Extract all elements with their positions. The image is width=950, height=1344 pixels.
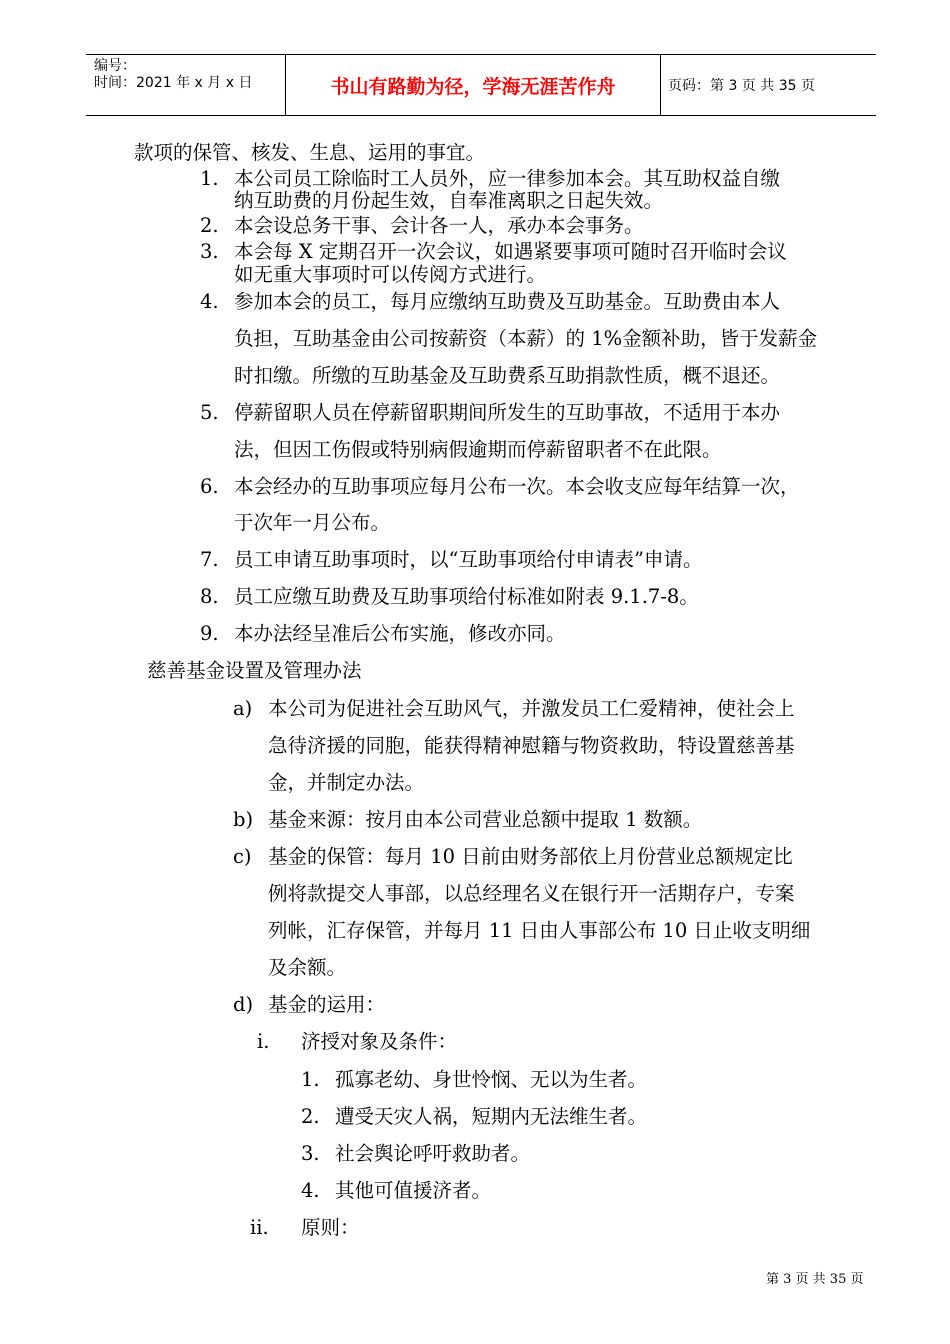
item-line: 本会设总务干事、会计各一人，承办本会事务。 [234,214,644,237]
intro-line: 款项的保管、核发、生息、运用的事宜。 [134,141,486,164]
roman-numeral: i. [257,1030,270,1053]
item-line: 参加本会的员工，每月应缴纳互助费及互助基金。互助费由本人 [234,290,781,313]
section-title: 慈善基金设置及管理办法 [147,659,362,682]
sub-item-line: 急待济援的同胞，能获得精神慰籍与物资救助，特设置慈善基 [268,734,795,757]
condition-number: 2. [301,1105,320,1128]
item-line: 法，但因工伤假或特别病假逾期而停薪留职者不在此限。 [234,438,722,461]
header-divider [660,55,661,115]
document-time-label: 时间：2021 年 x 月 x 日 [94,75,253,91]
sub-item-line: 及余额。 [268,956,347,979]
item-line: 纳互助费的月份起生效，自奉准离职之日起失效。 [234,189,664,212]
condition-number: 1. [301,1068,320,1091]
header-page-label: 页码：第 3 页 共 35 页 [668,78,815,94]
item-number: 4. [200,290,219,313]
header-divider [285,55,286,115]
roman-item-text: 原则： [301,1216,360,1239]
header-meta [94,58,252,92]
condition-text: 其他可值援济者。 [335,1179,492,1202]
condition-text: 遭受天灾人祸，短期内无法维生者。 [335,1105,648,1128]
sub-item-line: 本公司为促进社会互助风气，并激发员工仁爱精神，使社会上 [268,697,795,720]
document-number-label: 编号： [94,58,136,74]
item-number: 7. [200,548,219,571]
page-header [86,54,876,116]
item-number: 9. [200,622,219,645]
roman-item-text: 济授对象及条件： [301,1030,458,1053]
item-line: 员工应缴互助费及互助事项给付标准如附表 9.1.7-8。 [234,585,699,608]
item-line: 于次年一月公布。 [234,511,391,534]
item-number: 1. [200,167,219,190]
sub-item-line: 列帐，汇存保管，并每月 11 日由人事部公布 10 日止收支明细 [268,919,811,942]
item-line: 停薪留职人员在停薪留职期间所发生的互助事故，不适用于本办 [234,401,781,424]
sub-item-letter: c) [233,845,252,868]
sub-item-letter: d) [233,993,254,1016]
sub-item-line: 基金的运用： [268,993,386,1016]
item-line: 如无重大事项时可以传阅方式进行。 [234,263,547,286]
condition-text: 孤寡老幼、身世怜悯、无以为生者。 [335,1068,648,1091]
condition-number: 3. [301,1142,320,1165]
roman-numeral: ii. [250,1216,269,1239]
header-motto: 书山有路勤为径，学海无涯苦作舟 [330,75,616,98]
sub-item-line: 基金来源：按月由本公司营业总额中提取 1 数额。 [268,808,703,831]
item-line: 本会每 X 定期召开一次会议，如遇紧要事项可随时召开临时会议 [234,240,787,263]
sub-item-letter: b) [233,808,254,831]
item-number: 8. [200,585,219,608]
item-line: 时扣缴。所缴的互助基金及互助费系互助捐款性质，概不退还。 [234,364,781,387]
item-number: 3. [200,240,219,263]
page-footer: 第 3 页 共 35 页 [766,1272,864,1287]
sub-item-line: 例将款提交人事部，以总经理名义在银行开一活期存户，专案 [268,882,795,905]
sub-item-line: 金，并制定办法。 [268,771,425,794]
item-line: 负担，互助基金由公司按薪资（本薪）的 1%金额补助，皆于发薪金 [234,327,818,350]
sub-item-line: 基金的保管：每月 10 日前由财务部依上月份营业总额规定比 [268,845,793,868]
item-number: 6. [200,475,219,498]
item-number: 2. [200,214,219,237]
item-line: 本会经办的互助事项应每月公布一次。本会收支应每年结算一次， [234,475,800,498]
item-number: 5. [200,401,219,424]
item-line: 本公司员工除临时工人员外，应一律参加本会。其互助权益自缴 [234,167,781,190]
sub-item-letter: a) [233,697,253,720]
item-line: 员工申请互助事项时，以“互助事项给付申请表”申请。 [234,548,703,571]
item-line: 本办法经呈准后公布实施，修改亦同。 [234,622,566,645]
condition-number: 4. [301,1179,320,1202]
condition-text: 社会舆论呼吁救助者。 [335,1142,531,1165]
